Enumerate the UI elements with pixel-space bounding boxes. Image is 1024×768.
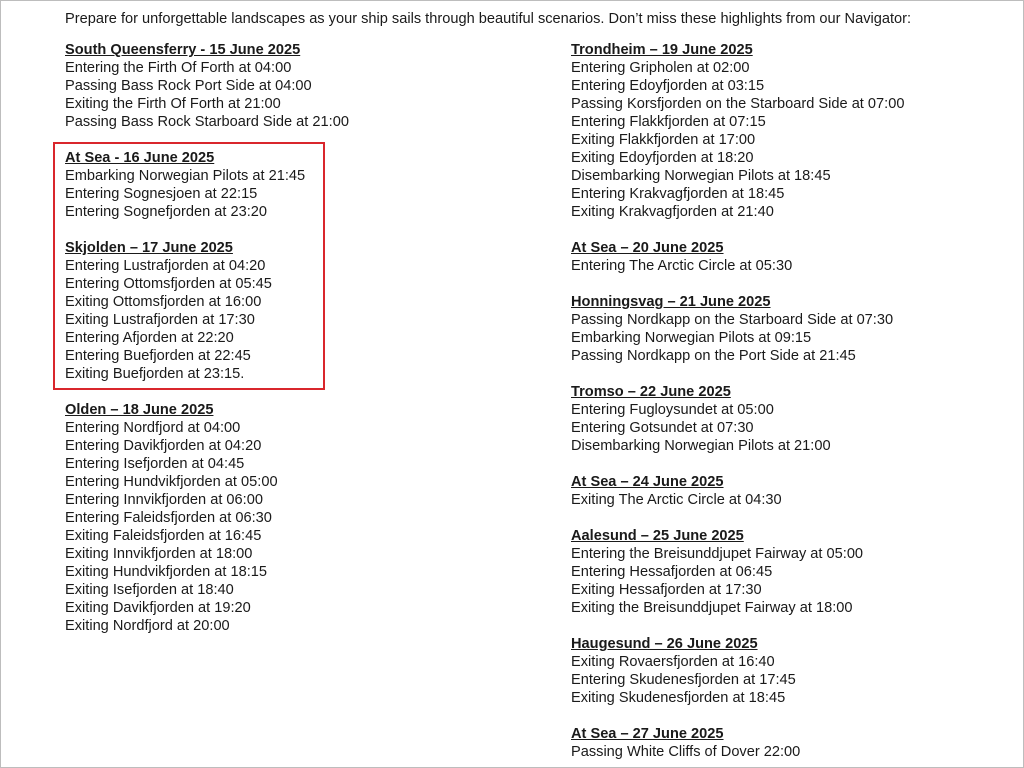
itinerary-entry: Exiting Faleidsfjorden at 16:45: [65, 528, 262, 544]
itinerary-entry: Embarking Norwegian Pilots at 09:15: [571, 330, 812, 346]
itinerary-entry: Exiting Davikfjorden at 19:20: [65, 600, 251, 616]
itinerary-entry: Entering Edoyfjorden at 03:15: [571, 78, 765, 94]
itinerary-entry: Entering Afjorden at 22:20: [65, 330, 234, 346]
itinerary-entry: Passing Bass Rock Starboard Side at 21:00: [65, 114, 349, 130]
itinerary-entry: Exiting The Arctic Circle at 04:30: [571, 492, 782, 508]
itinerary-entry: Entering Ottomsfjorden at 05:45: [65, 276, 272, 292]
section-heading: Skjolden – 17 June 2025: [65, 240, 233, 256]
itinerary-section-south-queensferry: [65, 41, 349, 131]
itinerary-section-tromso: [571, 383, 904, 455]
intro-text: Prepare for unforgettable landscapes as your ship sails through beautiful scenarios. Don’t miss these highlights from our Navigator:: [65, 11, 912, 27]
itinerary-section-olden: [65, 401, 349, 635]
section-heading: Tromso – 22 June 2025: [571, 384, 731, 400]
itinerary-entry: Passing White Cliffs of Dover 22:00: [571, 744, 801, 760]
itinerary-entry: Disembarking Norwegian Pilots at 18:45: [571, 168, 831, 184]
itinerary-entry: Exiting Flakkfjorden at 17:00: [571, 132, 756, 148]
itinerary-entry: Disembarking Norwegian Pilots at 21:00: [571, 438, 831, 454]
itinerary-entry: Entering Innvikfjorden at 06:00: [65, 492, 263, 508]
itinerary-entry: Exiting Innvikfjorden at 18:00: [65, 546, 253, 562]
itinerary-entry: Exiting Krakvagfjorden at 21:40: [571, 204, 774, 220]
itinerary-entry: Entering the Firth Of Forth at 04:00: [65, 60, 292, 76]
itinerary-entry: Entering Faleidsfjorden at 06:30: [65, 510, 272, 526]
itinerary-entry: Entering Lustrafjorden at 04:20: [65, 258, 266, 274]
itinerary-entry: Entering Davikfjorden at 04:20: [65, 438, 262, 454]
itinerary-entry: Exiting Nordfjord at 20:00: [65, 618, 230, 634]
itinerary-section-trondheim: [571, 41, 904, 221]
itinerary-entry: Entering Isefjorden at 04:45: [65, 456, 245, 472]
itinerary-section-honningsvag: [571, 293, 904, 365]
itinerary-entry: Entering Hundvikfjorden at 05:00: [65, 474, 278, 490]
itinerary-section-at-sea: [571, 473, 904, 509]
section-heading: Aalesund – 25 June 2025: [571, 528, 744, 544]
itinerary-entry: Entering the Breisunddjupet Fairway at 05:00: [571, 546, 864, 562]
right-column: [571, 41, 904, 768]
section-heading: Honningsvag – 21 June 2025: [571, 294, 771, 310]
itinerary-section-aalesund: [571, 527, 904, 617]
itinerary-entry: Exiting Isefjorden at 18:40: [65, 582, 234, 598]
itinerary-entry: Exiting Rovaersfjorden at 16:40: [571, 654, 775, 670]
section-heading: Haugesund – 26 June 2025: [571, 636, 758, 652]
itinerary-entry: Exiting Lustrafjorden at 17:30: [65, 312, 255, 328]
itinerary-section-at-sea: [571, 239, 904, 275]
itinerary-entry: Entering Krakvagfjorden at 18:45: [571, 186, 785, 202]
itinerary-entry: Exiting Buefjorden at 23:15.: [65, 366, 245, 382]
itinerary-entry: Exiting the Breisunddjupet Fairway at 18:00: [571, 600, 853, 616]
itinerary-entry: Exiting Hundvikfjorden at 18:15: [65, 564, 268, 580]
itinerary-entry: Entering The Arctic Circle at 05:30: [571, 258, 793, 274]
itinerary-entry: Entering Skudenesfjorden at 17:45: [571, 672, 796, 688]
section-heading: At Sea – 20 June 2025: [571, 240, 724, 256]
itinerary-entry: Entering Sognefjorden at 23:20: [65, 204, 268, 220]
itinerary-entry: Exiting the Firth Of Forth at 21:00: [65, 96, 281, 112]
itinerary-entry: Passing Nordkapp on the Port Side at 21:45: [571, 348, 856, 364]
itinerary-section-at-sea: [571, 725, 904, 761]
itinerary-entry: Entering Sognesjoen at 22:15: [65, 186, 258, 202]
section-heading: Olden – 18 June 2025: [65, 402, 214, 418]
itinerary-entry: Entering Hessafjorden at 06:45: [571, 564, 773, 580]
section-heading: At Sea – 24 June 2025: [571, 474, 724, 490]
itinerary-entry: Entering Flakkfjorden at 07:15: [571, 114, 766, 130]
itinerary-entry: Entering Buefjorden at 22:45: [65, 348, 251, 364]
itinerary-entry: Entering Fugloysundet at 05:00: [571, 402, 774, 418]
itinerary-entry: Exiting Hessafjorden at 17:30: [571, 582, 762, 598]
itinerary-entry: Passing Korsfjorden on the Starboard Side at 07:00: [571, 96, 905, 112]
section-heading: At Sea – 27 June 2025: [571, 726, 724, 742]
itinerary-section-haugesund: [571, 635, 904, 707]
section-heading: At Sea - 16 June 2025: [65, 150, 215, 166]
itinerary-entry: Entering Gotsundet at 07:30: [571, 420, 754, 436]
itinerary-entry: Passing Bass Rock Port Side at 04:00: [65, 78, 312, 94]
itinerary-entry: Exiting Skudenesfjorden at 18:45: [571, 690, 786, 706]
section-heading: Trondheim – 19 June 2025: [571, 42, 753, 58]
itinerary-entry: Entering Gripholen at 02:00: [571, 60, 750, 76]
itinerary-entry: Embarking Norwegian Pilots at 21:45: [65, 168, 306, 184]
itinerary-entry: Exiting Edoyfjorden at 18:20: [571, 150, 754, 166]
highlight-box: [53, 142, 325, 390]
itinerary-entry: Entering Nordfjord at 04:00: [65, 420, 241, 436]
itinerary-entry: Passing Nordkapp on the Starboard Side at 07:30: [571, 312, 894, 328]
itinerary-entry: Exiting Ottomsfjorden at 16:00: [65, 294, 262, 310]
section-heading: South Queensferry - 15 June 2025: [65, 42, 301, 58]
